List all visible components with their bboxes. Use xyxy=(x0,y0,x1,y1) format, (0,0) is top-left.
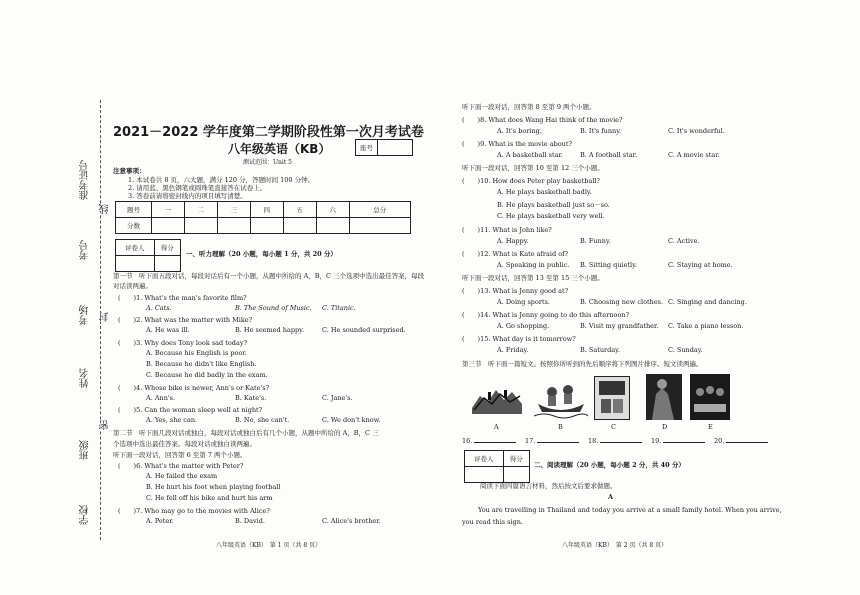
q3-opt-b[interactable]: B. Because he didn't like English. xyxy=(146,360,257,368)
q7-opt-c[interactable]: C. Alice's brother. xyxy=(322,517,381,525)
q7-opt-b[interactable]: B. David. xyxy=(235,517,265,525)
score-head-label: 题号 xyxy=(116,202,152,218)
q13-stem: ( )13. What is Jenny good at? xyxy=(462,287,569,295)
q12-stem: ( )12. What is Kate afraid of? xyxy=(462,250,569,258)
sec2-intro-1: 第二节 听下面几段对话或独白，每段对话或独白后有几个小题，从题中所给的 A，B，C 三 xyxy=(113,429,379,437)
q6-opt-b[interactable]: B. He hurt his foot when playing football xyxy=(146,483,281,491)
blank-18-label: 18. xyxy=(588,437,599,445)
footer-right: 八年级英语（KB） 第 2 页（共 8 页） xyxy=(562,542,668,549)
blank-17[interactable] xyxy=(537,437,579,443)
q12-opt-a[interactable]: A. Speaking in public. xyxy=(497,261,570,269)
footer-left: 八年级英语（KB） 第 1 页（共 8 页） xyxy=(216,542,322,549)
grader-label: 评卷人 xyxy=(465,451,504,467)
field-class: 班级 xyxy=(80,440,91,460)
score-cell[interactable] xyxy=(250,218,283,234)
q6-stem: ( )6. What's the matter with Peter? xyxy=(118,462,244,470)
q12-opt-b[interactable]: B. Sitting quietly. xyxy=(580,261,637,269)
q9-stem: ( )9. What is the movie about? xyxy=(462,140,572,148)
q6-opt-a[interactable]: A. He failed the exam xyxy=(146,472,218,480)
picture-e xyxy=(690,374,730,420)
score-row-label: 分数 xyxy=(116,218,152,234)
q7-opt-a[interactable]: A. Peter. xyxy=(146,517,174,525)
q14-opt-c[interactable]: C. Take a piano lesson. xyxy=(668,322,744,330)
blank-16[interactable] xyxy=(474,437,516,443)
notes-heading: 注意事项： xyxy=(113,167,146,175)
field-name: 姓名 xyxy=(80,368,91,388)
picture-label-b: B xyxy=(558,423,563,431)
q11-opt-c[interactable]: C. Active. xyxy=(668,237,700,245)
q15-stem: ( )15. What day is it tomorrow? xyxy=(462,335,576,343)
q9-opt-c[interactable]: C. A movie star. xyxy=(668,151,720,159)
score-head-3: 三 xyxy=(217,202,250,218)
q1-stem: ( )1. What's the man's favorite film? xyxy=(118,294,247,302)
q5-opt-c[interactable]: C. We don't know. xyxy=(322,416,381,424)
note-3: 3. 答卷前请将密封线内的项目填写清楚。 xyxy=(128,192,247,200)
q8-opt-c[interactable]: C. It's wonderful. xyxy=(668,127,725,135)
q15-opt-a[interactable]: A. Friday. xyxy=(497,346,529,354)
field-school: 学校 xyxy=(80,505,91,525)
part2-title: 二、阅读理解（20 小题，每小题 2 分，共 40 分） xyxy=(534,461,685,469)
seal-mark-xian: 线 xyxy=(100,204,111,214)
lead-4: 听下面一段对话，回答第 13 至第 15 三个小题。 xyxy=(462,274,604,282)
seat-box xyxy=(355,139,413,156)
score-head-2: 二 xyxy=(184,202,217,218)
q14-stem: ( )14. What is Jenny going to do this afternoon? xyxy=(462,311,630,319)
grader-cell[interactable] xyxy=(154,256,180,272)
note-2: 2. 请用蓝、黑色钢笔或圆珠笔直接答在试卷上。 xyxy=(128,184,267,192)
score-head-6: 六 xyxy=(316,202,349,218)
score-cell[interactable] xyxy=(184,218,217,234)
picture-a xyxy=(470,378,524,418)
passage-letter: A xyxy=(608,493,614,501)
seat-value[interactable] xyxy=(378,140,413,156)
q10-opt-a[interactable]: A. He plays basketball badly. xyxy=(497,188,592,196)
passage-line-1: You are travelling in Thailand and today you arrive at a small family hotel. When you arrive, xyxy=(478,506,782,514)
q4-opt-b[interactable]: B. Kate's. xyxy=(235,394,267,402)
q11-stem: ( )11. What is John like? xyxy=(462,226,552,234)
q8-opt-a[interactable]: A. It's boring. xyxy=(497,127,542,135)
picture-label-d: D xyxy=(662,423,668,431)
blank-19[interactable] xyxy=(663,437,705,443)
grader-cell[interactable] xyxy=(116,256,155,272)
q8-stem: ( )8. What does Wang Hai think of the movie? xyxy=(462,116,623,124)
score-label: 得分 xyxy=(503,451,529,467)
score-head-4: 四 xyxy=(250,202,283,218)
q10-opt-c[interactable]: C. He plays basketball very well. xyxy=(497,212,605,220)
q2-opt-b[interactable]: B. He seemed happy. xyxy=(235,326,305,334)
sec1-intro: 第一节 听下面五段对话，每段对话后有一个小题，从题中所给的 A，B，C 三个选项中选出最佳答案，每段对话读两遍。 xyxy=(113,272,425,290)
seal-mark-feng: 封 xyxy=(100,312,111,322)
picture-b xyxy=(534,376,588,420)
picture-c xyxy=(594,376,630,420)
grader-label: 评卷人 xyxy=(116,240,155,256)
q15-opt-b[interactable]: B. Saturday. xyxy=(580,346,621,354)
q7-stem: ( )7. Who may go to the movies with Alice? xyxy=(118,507,270,515)
q13-opt-b[interactable]: B. Choosing new clothes. xyxy=(580,298,664,306)
q8-opt-b[interactable]: B. It's funny. xyxy=(580,127,622,135)
score-cell[interactable] xyxy=(283,218,316,234)
field-room: 考场 xyxy=(80,305,91,325)
q1-opt-c[interactable]: C. Titanic. xyxy=(322,304,356,312)
q1-opt-a[interactable]: A. Cats. xyxy=(146,304,172,312)
q4-stem: ( )4. Whose bike is newer, Ann's or Kate's? xyxy=(118,384,270,392)
score-cell[interactable] xyxy=(316,218,349,234)
score-cell[interactable] xyxy=(152,218,185,234)
picture-label-e: E xyxy=(708,423,713,431)
q11-opt-a[interactable]: A. Happy. xyxy=(497,237,529,245)
q1-opt-b[interactable]: B. The Sound of Music. xyxy=(235,304,312,312)
q13-opt-a[interactable]: A. Doing sports. xyxy=(497,298,550,306)
q2-opt-c[interactable]: C. He sounded surprised. xyxy=(322,326,406,334)
sec3-intro: 第三节 听下面一篇短文。按照你所听到的先后顺序将下列图片排序。短文读两遍。 xyxy=(462,360,703,368)
blank-18[interactable] xyxy=(600,437,642,443)
q9-opt-b[interactable]: B. A football star. xyxy=(580,151,638,159)
score-head-5: 五 xyxy=(283,202,316,218)
q10-stem: ( )10. How does Peter play basketball? xyxy=(462,177,600,185)
q15-opt-c[interactable]: C. Sunday. xyxy=(668,346,703,354)
q2-opt-a[interactable]: A. He was ill. xyxy=(146,326,190,334)
q9-opt-a[interactable]: A. A basketball star. xyxy=(497,151,563,159)
q3-stem: ( )3. Why does Tony look sad today? xyxy=(118,339,248,347)
grader-box-2 xyxy=(464,450,530,483)
q3-opt-c[interactable]: C. Because he did badly in the exam. xyxy=(146,371,268,379)
blank-16-label: 16. xyxy=(462,437,473,445)
exam-title: 2021－2022 学年度第二学期阶段性第一次月考试卷 xyxy=(113,125,424,140)
seal-mark-mi: 密 xyxy=(100,420,111,430)
picture-label-c: C xyxy=(611,423,616,431)
q2-stem: ( )2. What was the matter with Mike? xyxy=(118,316,253,324)
seat-label: 座号 xyxy=(356,140,378,156)
q10-opt-b[interactable]: B. He plays basketball just so－so. xyxy=(497,201,610,209)
part1-title: 一、听力理解（20 小题，每小题 1 分，共 20 分） xyxy=(186,250,337,258)
score-table xyxy=(115,201,411,234)
passage-line-2: you read this sign. xyxy=(462,518,524,526)
field-ticket-no: 准考证号 xyxy=(80,160,91,200)
q11-opt-b[interactable]: B. Funny. xyxy=(580,237,611,245)
score-cell[interactable] xyxy=(349,218,410,234)
q14-opt-a[interactable]: A. Go shopping. xyxy=(497,322,550,330)
blank-20[interactable] xyxy=(726,437,768,443)
note-1: 1. 本试卷共 8 页，六大题，满分 120 分，答题时间 100 分钟。 xyxy=(128,176,315,184)
sec2-intro-2: 个选项中选出最佳答案。每段对话或独白读两遍。 xyxy=(113,440,256,448)
field-exam-no: 考号 xyxy=(80,240,91,260)
score-label: 得分 xyxy=(154,240,180,256)
q5-opt-b[interactable]: B. No, she can't. xyxy=(235,416,290,424)
q3-opt-a[interactable]: A. Because his English is poor. xyxy=(146,349,247,357)
score-head-1: 一 xyxy=(152,202,185,218)
q4-opt-c[interactable]: C. Jane's. xyxy=(322,394,353,402)
test-scope: 测试范围：Unit 5 xyxy=(243,159,292,166)
reading-intro: 阅读下面四篇语言材料，然后按文后要求做题。 xyxy=(480,482,617,490)
blank-17-label: 17. xyxy=(525,437,536,445)
q5-stem: ( )5. Can the woman sleep well at night? xyxy=(118,406,263,414)
score-cell[interactable] xyxy=(217,218,250,234)
answer-blanks xyxy=(462,436,768,445)
grader-box-1 xyxy=(115,239,181,272)
q5-opt-a[interactable]: A. Yes, she can. xyxy=(146,416,198,424)
lead-2: 听下面一段对话，回答第 8 至第 9 两个小题。 xyxy=(462,103,596,111)
score-head-total: 总分 xyxy=(349,202,410,218)
q14-opt-b[interactable]: B. Visit my grandfather. xyxy=(580,322,659,330)
blank-19-label: 19. xyxy=(651,437,662,445)
lead-3: 听下面一段对话，回答第 10 至第 12 三个小题。 xyxy=(462,164,604,172)
sec2-lead-1: 听下面一段对话，回答第 6 至第 7 两个小题。 xyxy=(113,451,247,459)
picture-d xyxy=(646,374,682,420)
q6-opt-c[interactable]: C. He fell off his bike and hurt his arm xyxy=(146,494,273,502)
picture-label-a: A xyxy=(494,423,499,431)
q4-opt-a[interactable]: A. Ann's. xyxy=(146,394,176,402)
blank-20-label: 20. xyxy=(714,437,725,445)
exam-subject: 八年级英语（KB） xyxy=(228,142,331,156)
q13-opt-c[interactable]: C. Singing and dancing. xyxy=(668,298,747,306)
q12-opt-c[interactable]: C. Staying at home. xyxy=(668,261,733,269)
